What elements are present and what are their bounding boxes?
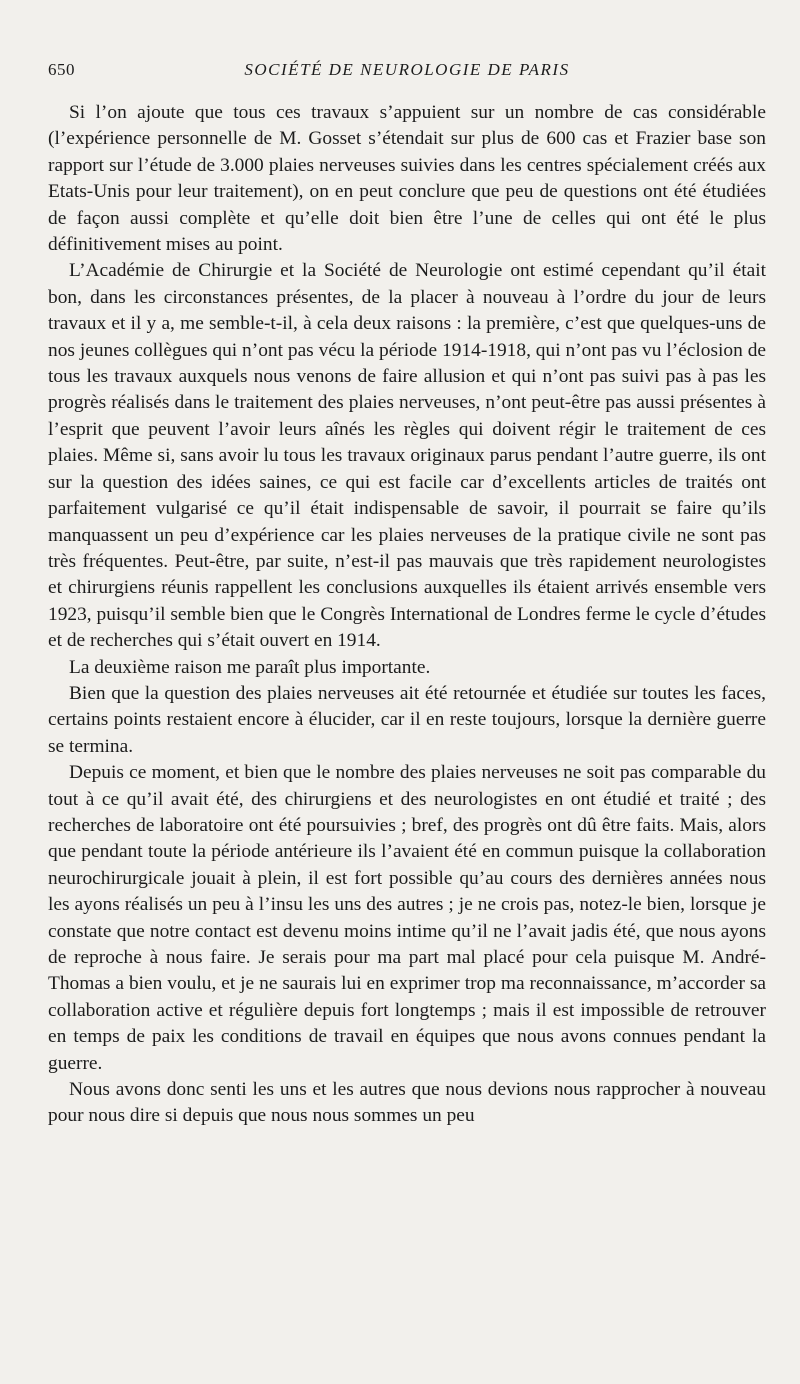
running-title: SOCIÉTÉ DE NEUROLOGIE DE PARIS	[244, 60, 570, 79]
paragraph: La deuxième raison me paraît plus importante.	[69, 656, 431, 678]
paragraph: L’Académie de Chirurgie et la Société de Neurologie ont estimé cependant qu’il était bon, dans les circonstances présentes, de la placer à nouveau à l’ordre du jour de leurs travaux et il y a, me semble-t-il, à cela deux raisons : la première, c’est que quelques-uns de nos jeunes collègues qui n’ont pas vécu la période 1914-1918, qui n’ont pas vu l’éclosion de tous les travaux auxquels nous venons de faire allusion et qui n’ont pas suivi pas à pas les progrès réalisés dans le traitement des plaies nerveuses, n’ont peut-être pas aussi présentes à l’esprit que peuvent l’avoir leurs aînés les règles qui doivent régir le traitement de ces plaies. Même si, sans avoir lu tous les travaux originaux parus pendant l’autre guerre, ils ont sur la question des idées saines, ce qui est facile car d’excellents articles de traités ont parfaitement vulgarisé ce qu’il était indispensable de savoir, il pourrait se faire qu’ils manquassent un peu d’expérience car les plaies nerveuses de la pratique civile ne sont pas très fréquentes. Peut-être, par suite, n’est-il pas mauvais que très rapidement neurologistes et chirurgiens réunis rappellent les conclusions auxquelles ils étaient arrivés ensemble vers 1923, puisqu’il semble bien que le Congrès International de Londres ferme le cycle d’études et de recherches qui s’était ouvert en 1914.	[48, 260, 766, 652]
paragraph: Depuis ce moment, et bien que le nombre des plaies nerveuses ne soit pas comparable du tout à ce qu’il avait été, des chirurgiens et des neurologistes en ont étudié et traité ; des recherches de laboratoire ont été poursuivies ; bref, des progrès ont dû être faits. Mais, alors que pendant toute la période antérieure ils l’avaient été en commun puisque la collaboration neurochirurgicale jouait à plein, il est fort possible qu’au cours des dernières années nous les ayons réalisés un peu à l’insu les uns des autres ; je ne crois pas, notez-le bien, lorsque je constate que notre contact est devenu moins intime qu’il ne l’avait jadis été, que nous ayons de reproche à nous faire. Je serais pour ma part mal placé pour cela puisque M. André-Thomas a bien voulu, et je ne saurais lui en exprimer trop ma reconnaissance, m’accorder sa collaboration active et régulière depuis fort longtemps ; mais il est impossible de retrouver en temps de paix les conditions de travail en équipes que nous avons connues pendant la guerre.	[48, 762, 766, 1074]
paragraph: Nous avons donc senti les uns et les autres que nous devions nous rapprocher à nouveau pour nous dire si depuis que nous nous sommes un peu	[48, 1079, 766, 1127]
book-page	[48, 0, 766, 1130]
paragraph: Si l’on ajoute que tous ces travaux s’appuient sur un nombre de cas considérable (l’expérience personnelle de M. Gosset s’étendait sur plus de 600 cas et Frazier base son rapport sur l’étude de 3.000 plaies nerveuses suivies dans les centres spécialement créés aux Etats-Unis pour leur traitement), on en peut conclure que peu de questions ont été étudiées de façon aussi complète et qu’elle doit bien être l’une de celles qui ont été le plus définitivement mises au point.	[48, 102, 766, 256]
paragraph: Bien que la question des plaies nerveuses ait été retournée et étudiée sur toutes les faces, certains points restaient encore à élucider, car il en reste toujours, lorsque la dernière guerre se termina.	[48, 682, 766, 757]
body-text	[48, 100, 766, 1130]
page-number: 650	[48, 60, 75, 79]
page-header	[48, 60, 766, 100]
